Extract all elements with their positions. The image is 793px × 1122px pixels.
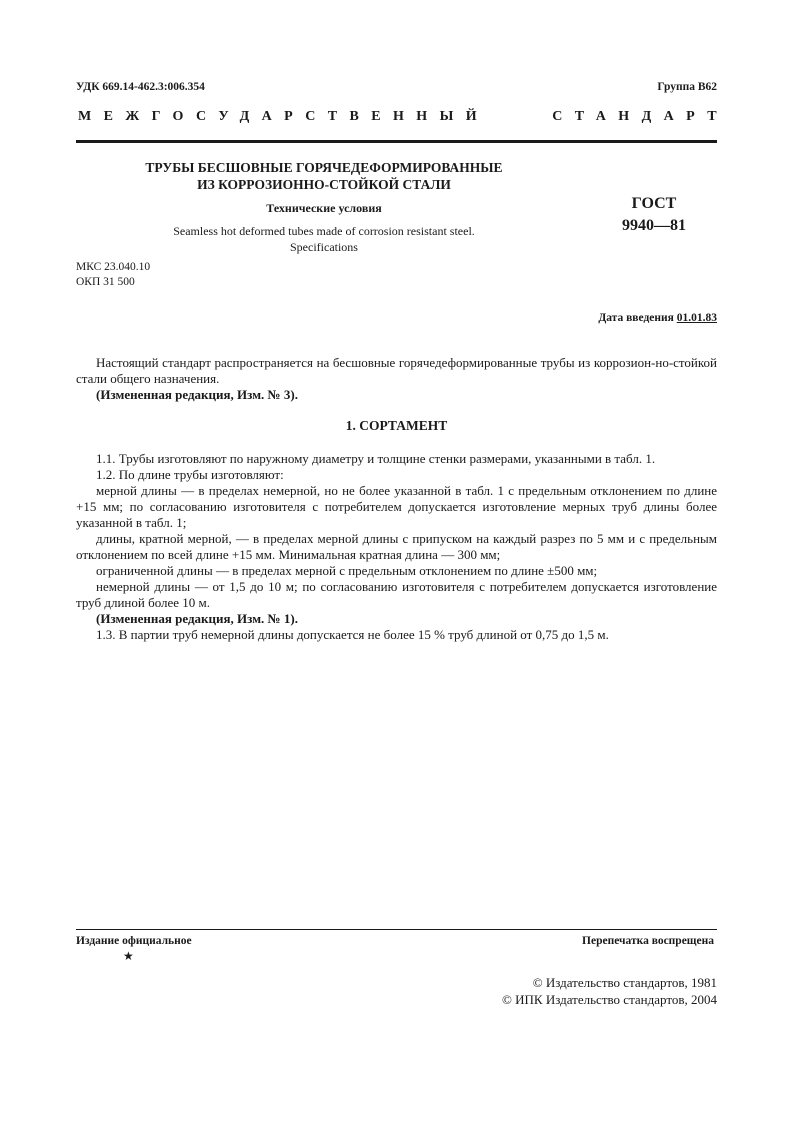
gost-label: ГОСТ xyxy=(631,195,677,212)
intro-date-value: 01.01.83 xyxy=(676,312,717,324)
mks-code: МКС 23.040.10 xyxy=(76,261,151,273)
section1-heading: 1. СОРТАМЕНТ xyxy=(345,418,448,433)
english-title-line2: Specifications xyxy=(290,240,358,254)
udc-code: УДК 669.14-462.3:006.354 xyxy=(76,81,205,93)
copyright-1981: © Издательство стандартов, 1981 xyxy=(532,975,717,990)
standard-type-word1: МЕЖГОСУДАРСТВЕННЫЙ xyxy=(78,109,490,124)
para-1-2: 1.2. По длине трубы изготовляют: xyxy=(96,467,284,482)
para-random-length: немерной длины — от 1,5 до 10 м; по согласованию изготовителя с потребителем допускается изготовление труб длиной более 10 м. xyxy=(76,579,717,610)
para-1-1: 1.1. Трубы изготовляют по наружному диаметру и толщине стенки размерами, указанными в табл. 1. xyxy=(96,451,656,466)
intro-date xyxy=(598,312,717,324)
star-icon: ★ xyxy=(123,949,134,963)
okp-code: ОКП 31 500 xyxy=(76,276,135,288)
title-line2: ИЗ КОРРОЗИОННО-СТОЙКОЙ СТАЛИ xyxy=(197,177,451,192)
para-multiple-length: длины, кратной мерной, — в пределах мерной длины с припуском на каждый разрез по 5 мм и с предельным отклонением по всей длине +15 мм. Минимальная кратная длина — 300 мм; xyxy=(76,531,717,562)
intro-section xyxy=(76,355,717,403)
section1-body xyxy=(76,451,717,643)
classification-codes xyxy=(76,260,150,290)
english-title xyxy=(76,223,572,255)
para-limited-length: ограниченной длины — в пределах мерной с предельным отклонением по длине ±500 мм; xyxy=(96,563,598,578)
title-line1: ТРУБЫ БЕСШОВНЫЕ ГОРЯЧЕДЕФОРМИРОВАННЫЕ xyxy=(145,160,503,175)
copyright-block xyxy=(502,974,717,1008)
section1-revision: (Измененная редакция, Изм. № 1). xyxy=(96,611,298,626)
group-code: Группа В62 xyxy=(657,81,717,93)
title-block xyxy=(76,159,572,193)
english-title-line1: Seamless hot deformed tubes made of corrosion resistant steel. xyxy=(173,224,475,238)
para-1-3: 1.3. В партии труб немерной длины допускается не более 15 % труб длиной от 0,75 до 1,5 м. xyxy=(96,627,609,642)
para-measured-length: мерной длины — в пределах немерной, но не более указанной в табл. 1 с предельным отклонением по длине +15 мм; по согласованию изготовителя с потребителем допускается изготовление мерных труб длины более указанной в табл. 1; xyxy=(76,483,717,530)
subtitle: Технические условия xyxy=(266,201,382,215)
intro-date-label: Дата введения xyxy=(598,312,674,324)
header-rule xyxy=(76,140,717,143)
gost-number: 9940—81 xyxy=(622,217,686,234)
intro-text: Настоящий стандарт распространяется на бесшовные горячедеформированные трубы из коррозион-но-стойкой стали общего назначения. xyxy=(76,355,717,386)
intro-revision: (Измененная редакция, Изм. № 3). xyxy=(96,387,298,402)
official-edition: Издание официальное xyxy=(76,935,192,947)
standard-type-word2: СТАНДАРТ xyxy=(552,109,729,124)
gost-block xyxy=(596,193,712,237)
footer-rule xyxy=(76,929,717,930)
reprint-forbidden: Перепечатка воспрещена xyxy=(582,935,714,947)
copyright-2004: © ИПК Издательство стандартов, 2004 xyxy=(502,992,717,1007)
